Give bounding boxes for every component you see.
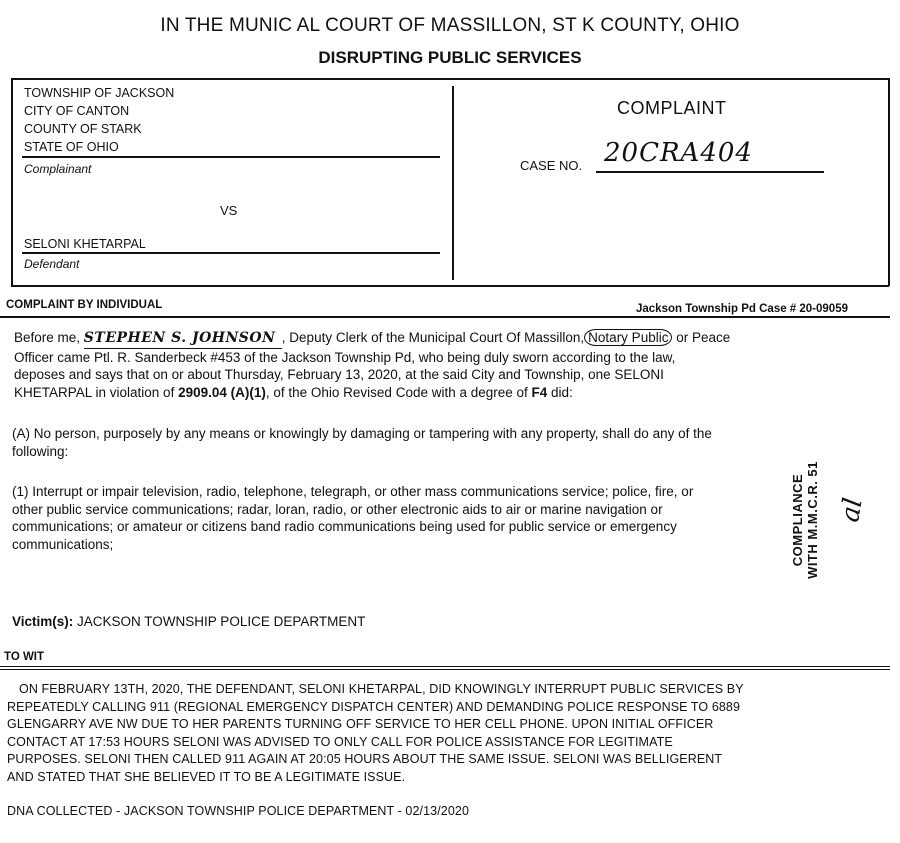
compliance-stamp-line-1: COMPLIANCE xyxy=(790,473,805,567)
narrative-line: GLENGARRY AVE NW DUE TO HER PARENTS TURNING OFF SERVICE TO HER CELL PHONE. UPON INITIAL OFFICER xyxy=(7,717,714,731)
notary-public-circled: Notary Public xyxy=(584,329,672,346)
case-number-label: CASE NO. xyxy=(520,158,583,173)
complainant-line: STATE OF OHIO xyxy=(24,140,119,154)
victim-line xyxy=(12,613,365,631)
statement-paragraph xyxy=(14,329,894,401)
statute-reference: 2909.04 (A)(1) xyxy=(178,384,266,400)
clause-a xyxy=(12,425,892,460)
clause-a-line: following: xyxy=(12,443,69,459)
caption-box-bottom xyxy=(11,285,889,287)
statement-before: Before me, xyxy=(14,330,81,345)
complainant-line: TOWNSHIP OF JACKSON xyxy=(24,86,175,100)
victim-value: JACKSON TOWNSHIP POLICE DEPARTMENT xyxy=(77,614,366,629)
offense-degree: F4 xyxy=(531,384,548,400)
caption-box-top xyxy=(11,78,889,80)
clause-1-line: (1) Interrupt or impair television, radio, telephone, telegraph, or other mass communications service; police, fire, or xyxy=(12,484,694,499)
clause-1-line: communications; or amateur or citizens band radio communications being used for public service or emergency xyxy=(12,519,677,534)
narrative-line: AND STATED THAT SHE BELIEVED IT TO BE A LEGITIMATE ISSUE. xyxy=(7,769,406,784)
statement-clerk-rest: , Deputy Clerk of the Municipal Court Of Massillon, xyxy=(281,330,585,345)
narrative-line: PURPOSES. SELONI THEN CALLED 911 AGAIN AT 20:05 HOURS ABOUT THE SAME ISSUE. SELONI WAS BELLIGERENT xyxy=(7,752,723,766)
complaint-by-individual: COMPLAINT BY INDIVIDUAL xyxy=(6,299,163,311)
statement-line4-c: did: xyxy=(547,384,573,400)
clause-1-line: other public service communications; radar, loran, radio, or other electronic aids to air or marine navigation or xyxy=(12,501,663,517)
statement-line-1 xyxy=(14,329,894,349)
stamp-initials: al xyxy=(835,495,869,525)
victim-label: Victim(s): xyxy=(12,614,74,629)
to-wit-rule-1 xyxy=(0,666,890,667)
case-number-value: 20CRA404 xyxy=(604,138,753,168)
to-wit-rule-2 xyxy=(0,669,890,670)
clerk-signature: STEPHEN S. JOHNSON xyxy=(84,330,282,349)
complainant-line: COUNTY OF STARK xyxy=(24,122,142,136)
to-wit-label: TO WIT xyxy=(4,651,45,663)
statement-line-2: Officer came Ptl. R. Sanderbeck #453 of the Jackson Township Pd, who being duly sworn according to the law, xyxy=(14,349,676,365)
complaint-heading: COMPLAINT xyxy=(617,98,727,118)
to-wit-narrative xyxy=(7,681,887,786)
complainant-role: Complainant xyxy=(24,162,92,176)
narrative-line: REPEATEDLY CALLING 911 (REGIONAL EMERGENCY DISPATCH CENTER) AND DEMANDING POLICE RESPONSE TO 6889 xyxy=(7,699,741,714)
caption-box-left xyxy=(11,78,13,286)
defendant-name: SELONI KHETARPAL xyxy=(24,237,146,251)
compliance-stamp xyxy=(790,445,830,595)
dna-collected: DNA COLLECTED - JACKSON TOWNSHIP POLICE DEPARTMENT - 02/13/2020 xyxy=(7,804,469,818)
document-title: DISRUPTING PUBLIC SERVICES xyxy=(318,48,582,67)
clause-1-line: communications; xyxy=(12,536,114,552)
compliance-stamp-line-2: WITH M.M.C.R. 51 xyxy=(805,461,820,579)
statement-line4-b: , of the Ohio Revised Code with a degree of xyxy=(265,384,532,400)
statement-line-3: deposes and says that on or about Thursday, February 13, 2020, at the said City and Township, one SELONI xyxy=(14,367,664,382)
statement-peace: or Peace xyxy=(672,330,731,345)
clause-a-line: (A) No person, purposely by any means or knowingly by damaging or tampering with any property, shall do any of the xyxy=(12,426,712,441)
section-rule xyxy=(0,316,890,318)
complainant-line: CITY OF CANTON xyxy=(24,104,130,118)
narrative-line: ON FEBRUARY 13TH, 2020, THE DEFENDANT, SELONI KHETARPAL, DID KNOWINGLY INTERRUPT PUBLIC SERVICES BY xyxy=(19,682,744,696)
caption-box-divider xyxy=(452,86,454,280)
defendant-role: Defendant xyxy=(24,257,80,271)
case-number-rule xyxy=(596,171,824,173)
defendant-rule xyxy=(22,252,440,254)
caption-box-right xyxy=(888,78,890,286)
court-title: IN THE MUNIC AL COURT OF MASSILLON, ST K COUNTY, OHIO xyxy=(160,15,740,36)
statement-line-4 xyxy=(14,384,894,402)
versus-label: VS xyxy=(220,203,238,218)
police-case-number: Jackson Township Pd Case # 20-09059 xyxy=(636,303,848,315)
complainant-block xyxy=(24,84,174,156)
statement-line4-a: KHETARPAL in violation of xyxy=(14,384,179,400)
narrative-line: CONTACT AT 17:53 HOURS SELONI WAS ADVISED TO ONLY CALL FOR POLICE ASSISTANCE FOR LEGITIMATE xyxy=(7,734,673,749)
complainant-rule xyxy=(22,156,440,158)
clause-1 xyxy=(12,483,812,553)
